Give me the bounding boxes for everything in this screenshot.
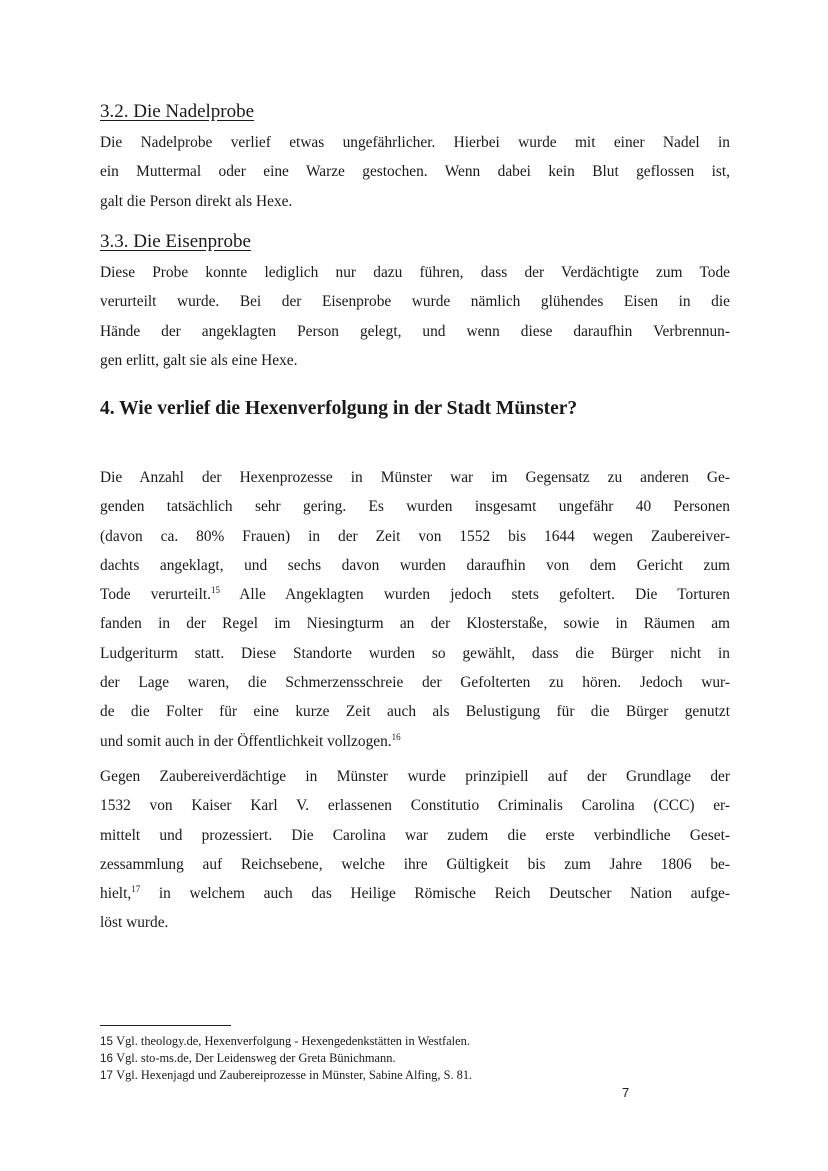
section-4-paragraph-2 [100,762,730,938]
text-line: Die Nadelprobe verlief etwas ungefährlicher. Hierbei wurde mit einer Nadel in [100,134,730,151]
footnote-15 [100,1033,470,1050]
text-fragment: Alle Angeklagten wurden jedoch stets gefoltert. Die Torturen [219,586,731,604]
footnote-text: Vgl. theology.de, Hexenverfolgung - Hexengedenkstätten in Westfalen. [116,1034,470,1048]
text-fragment: Tode verurteilt. [100,586,211,604]
text-line: verurteilt wurde. Bei der Eisenprobe wurde nämlich glühendes Eisen in die [100,293,730,311]
text-line: genden tatsächlich sehr gering. Es wurden insgesamt ungefähr 40 Personen [100,498,730,516]
text-line [100,580,730,609]
footnote-number: 17 [100,1069,113,1082]
section-3-2-heading: 3.2. Die Nadelprobe [100,101,255,122]
section-4-heading: 4. Wie verlief die Hexenverfolgung in der Stadt Münster? [100,398,578,419]
footnote-number: 16 [100,1052,113,1065]
text-line: galt die Person direkt als Hexe. [100,192,293,210]
footnote-ref-16[interactable]: 16 [391,731,401,742]
footnote-17 [100,1067,472,1084]
footnote-ref-15[interactable]: 15 [210,585,220,596]
section-3-3-heading: 3.3. Die Eisenprobe [100,231,251,252]
text-line: de die Folter für eine kurze Zeit auch als Belustigung für die Bürger genutzt [100,703,730,721]
text-line: zessammlung auf Reichsebene, welche ihre Gültigkeit bis zum Jahre 1806 be- [100,855,730,873]
text-line [100,727,730,756]
text-line: mittelt und prozessiert. Die Carolina war zudem die erste verbindliche Geset- [100,826,730,844]
text-line [100,879,730,908]
text-line: fanden in der Regel im Niesingturm an der Klosterstaße, sowie in Räumen am [100,615,730,633]
footnote-text: Vgl. Hexenjagd und Zaubereiprozesse in Münster, Sabine Alfing, S. 81. [116,1068,473,1082]
text-line: (davon ca. 80% Frauen) in der Zeit von 1552 bis 1644 wegen Zaubereiver- [100,527,730,545]
footnote-ref-17[interactable]: 17 [131,884,141,895]
text-line: der Lage waren, die Schmerzensschreie der Gefolterten zu hören. Jedoch wur- [100,674,730,692]
text-line: dachts angeklagt, und sechs davon wurden daraufhin von dem Gericht zum [100,556,730,574]
section-3-2-body [100,128,730,216]
text-line: Gegen Zaubereiverdächtige in Münster wurde prinzipiell auf der Grundlage der [100,768,730,785]
footnote-16 [100,1050,396,1067]
text-line: 1532 von Kaiser Karl V. erlassenen Constitutio Criminalis Carolina (CCC) er- [100,797,730,815]
footnote-separator [100,1025,231,1026]
footnote-text: Vgl. sto-ms.de, Der Leidensweg der Greta Bünichmann. [116,1051,396,1065]
text-line: gen erlitt, galt sie als eine Hexe. [100,351,298,369]
text-fragment: hielt, [100,885,132,903]
section-3-3-body [100,258,730,375]
text-fragment: in welchem auch das Heilige Römische Reich Deutscher Nation aufge- [140,885,730,903]
text-fragment: und somit auch in der Öffentlichkeit vollzogen. [100,732,392,750]
text-line: Diese Probe konnte lediglich nur dazu führen, dass der Verdächtigte zum Tode [100,264,730,281]
text-line: löst wurde. [100,914,169,932]
text-line: Die Anzahl der Hexenprozesse in Münster war im Gegensatz zu anderen Ge- [100,469,730,486]
text-line: ein Muttermal oder eine Warze gestochen. Wenn dabei kein Blut geflossen ist, [100,163,730,181]
footnote-number: 15 [100,1035,113,1048]
text-line: Ludgeriturm statt. Diese Standorte wurden so gewählt, dass die Bürger nicht in [100,644,730,662]
page-number: 7 [622,1085,630,1100]
text-line: Hände der angeklagten Person gelegt, und wenn diese daraufhin Verbrennun- [100,322,730,340]
section-4-paragraph-1 [100,463,730,756]
